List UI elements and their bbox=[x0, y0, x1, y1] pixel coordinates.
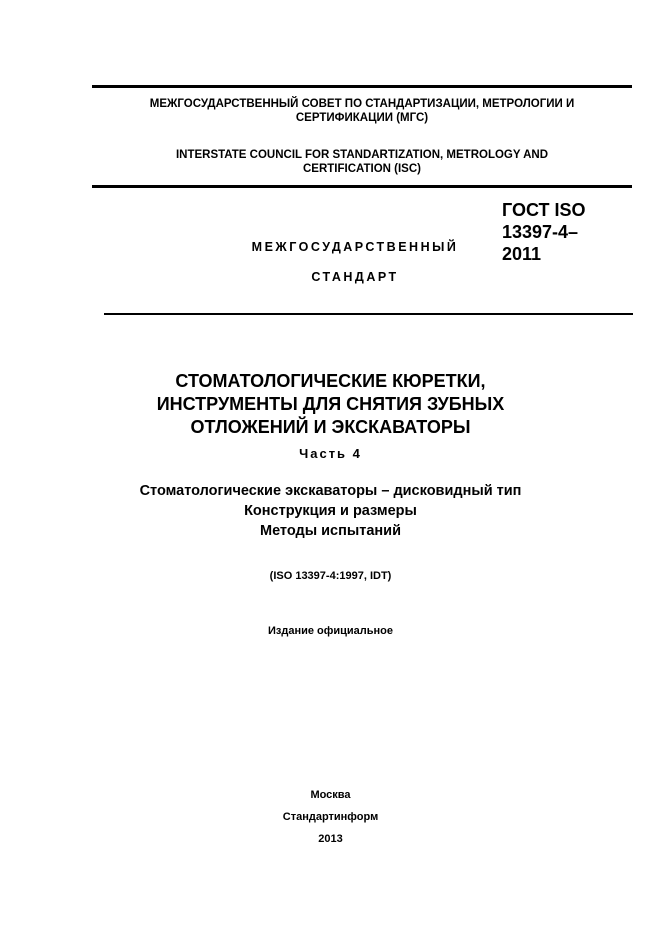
imprint bbox=[60, 784, 601, 850]
council-ru-line: СЕРТИФИКАЦИИ (МГС) bbox=[295, 112, 429, 124]
council-en-line: INTERSTATE COUNCIL FOR STANDARTIZATION, METROLOGY AND bbox=[175, 149, 549, 161]
subtitle bbox=[60, 481, 601, 541]
edition: Издание официальное bbox=[267, 625, 394, 637]
designation-line: 2011 bbox=[502, 244, 542, 264]
imprint-year: 2013 bbox=[318, 833, 343, 845]
title-line: ИНСТРУМЕНТЫ ДЛЯ СНЯТИЯ ЗУБНЫХ bbox=[156, 394, 505, 414]
iso-reference: (ISO 13397-4:1997, IDT) bbox=[269, 570, 392, 582]
designation-line: ГОСТ ISO bbox=[502, 200, 586, 220]
subtitle-line: Методы испытаний bbox=[259, 523, 401, 539]
header-rule bbox=[92, 185, 632, 188]
standard-type bbox=[225, 232, 485, 292]
imprint-city: Москва bbox=[310, 789, 351, 801]
document-title bbox=[60, 370, 601, 439]
title-line: ОТЛОЖЕНИЙ И ЭКСКАВАТОРЫ bbox=[190, 417, 471, 437]
part-number: Часть 4 bbox=[299, 446, 362, 461]
subtitle-line: Конструкция и размеры bbox=[244, 503, 417, 519]
standard-type-line: СТАНДАРТ bbox=[311, 270, 399, 284]
council-en bbox=[92, 148, 632, 176]
council-en-line: CERTIFICATION (ISC) bbox=[303, 163, 421, 175]
top-rule bbox=[92, 85, 632, 88]
designation-rule bbox=[104, 313, 633, 315]
designation bbox=[502, 199, 586, 265]
imprint-publisher: Стандартинформ bbox=[282, 811, 379, 823]
council-ru bbox=[92, 97, 632, 125]
standard-type-line: МЕЖГОСУДАРСТВЕННЫЙ bbox=[251, 240, 459, 254]
subtitle-line: Стоматологические экскаваторы – дисковидный тип bbox=[139, 483, 522, 499]
council-ru-line: МЕЖГОСУДАРСТВЕННЫЙ СОВЕТ ПО СТАНДАРТИЗАЦИИ, МЕТРОЛОГИИ И bbox=[149, 98, 575, 110]
title-line: СТОМАТОЛОГИЧЕСКИЕ КЮРЕТКИ, bbox=[175, 371, 486, 391]
designation-line: 13397-4– bbox=[502, 222, 579, 242]
